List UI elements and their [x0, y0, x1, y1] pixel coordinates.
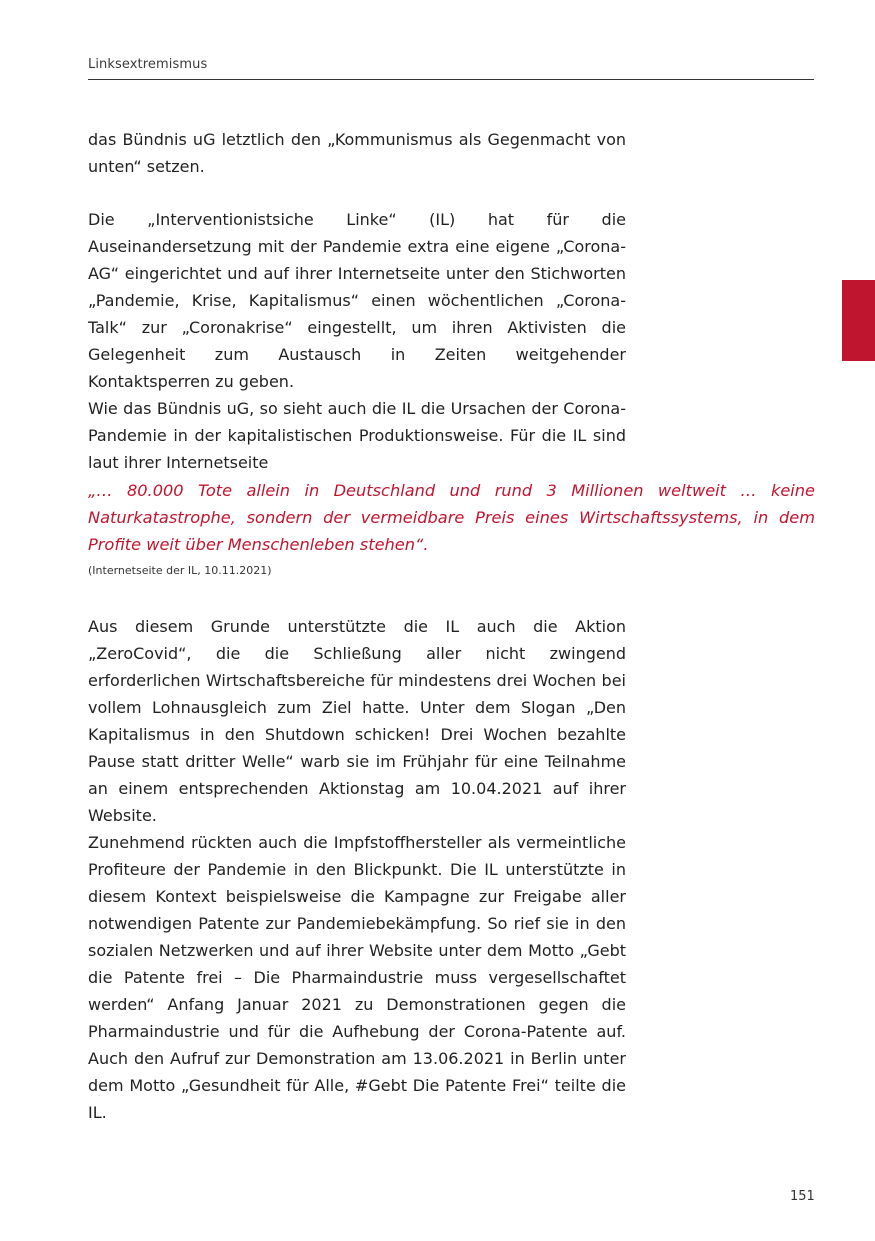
paragraph-text: das Bündnis uG letztlich den „Kommunismus als Gegenmacht von unten“ setzen. [88, 130, 626, 176]
paragraph-4 [88, 613, 626, 829]
header-divider [88, 79, 814, 80]
paragraph-2 [88, 206, 626, 476]
block-quote: „… 80.000 Tote allein in Deutschland und rund 3 Millionen weltweit … keine Naturkatastrophe, sondern der vermeidbare Preis eines Wirtschaftssystems, in dem Profite weit über Menschenleben stehen“. [88, 481, 815, 554]
paragraph-text: Wie das Bündnis uG, so sieht auch die IL die Ursachen der Corona-Pandemie in der kapitalistischen Produktionsweise. Für die IL sind laut ihrer Internetseite [88, 399, 626, 472]
paragraph-5 [88, 829, 626, 1126]
paragraph-text: Zunehmend rückten auch die Impfstoffhersteller als vermeintliche Profiteure der Pandemie in den Blickpunkt. Die IL unterstützte in diesem Kontext beispielsweise die Kampagne zur Freigabe aller notwendigen Patente zur Pandemiebekämpfung. So rief sie in den sozialen Netzwerken und auf ihrer Website unter dem Motto „Gebt die Patente frei – Die Pharmaindustrie muss vergesellschaftet werden“ Anfang Januar 2021 zu Demonstrationen gegen die Pharmaindustrie und für die Aufhebung der Corona-Patente auf. Auch den Aufruf zur Demonstration am 13.06.2021 in Berlin unter dem Motto „Gesundheit für Alle, #Gebt Die Patente Frei“ teilte die IL. [88, 833, 626, 1122]
quote-source: (Internetseite der IL, 10.11.2021) [88, 564, 272, 577]
paragraph-text: Aus diesem Grunde unterstützte die IL auch die Aktion „ZeroCovid“, die die Schließung aller nicht zwingend erforderlichen Wirtschaftsbereiche für mindestens drei Wochen bei vollem Lohnausgleich zum Ziel hatte. Unter dem Slogan „Den Kapitalismus in den Shutdown schicken! Drei Wochen bezahlte Pause statt dritter Welle“ warb sie im Frühjahr für eine Teilnahme an einem entsprechenden Aktionstag am 10.04.2021 auf ihrer Website. [88, 617, 626, 825]
chapter-tab-marker [842, 280, 875, 361]
paragraph-1 [88, 126, 626, 180]
paragraph-text: Die „Interventionistsiche Linke“ (IL) hat für die Auseinandersetzung mit der Pandemie extra eine eigene „Corona-AG“ eingerichtet und auf ihrer Internetseite unter den Stichworten „Pandemie, Krise, Kapitalismus“ einen wöchentlichen „Corona-Talk“ zur „Coronakrise“ eingestellt, um ihren Aktivisten die Gelegenheit zum Austausch in Zeiten weitgehender Kontaktsperren zu geben. [88, 210, 626, 391]
running-header: Linksextremismus [88, 57, 208, 72]
page-number: 151 [790, 1189, 815, 1204]
